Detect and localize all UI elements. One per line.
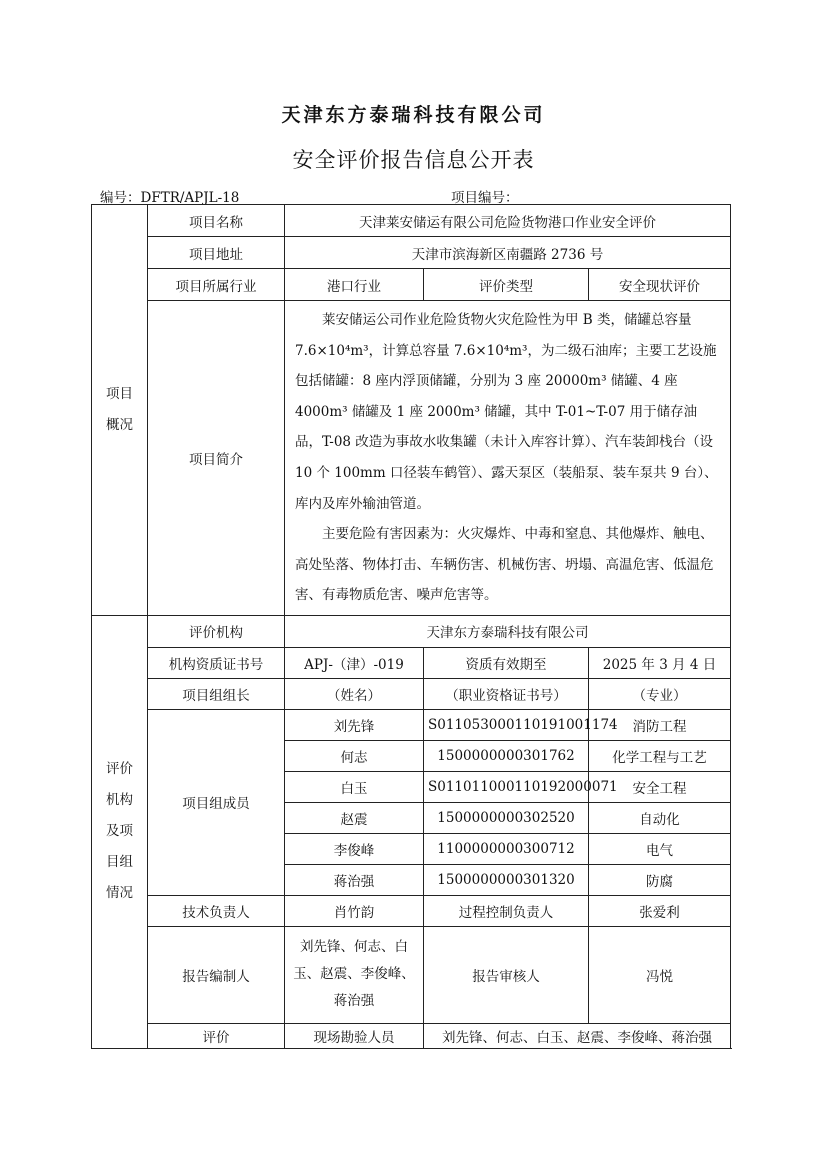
survey-staff-value: 刘先锋、何志、白玉、赵震、李俊峰、蒋治强 — [424, 1023, 731, 1048]
leader-major-header: （专业） — [589, 678, 731, 709]
info-table — [91, 204, 731, 1049]
member-name: 何志 — [285, 740, 424, 771]
member-major: 防腐 — [589, 864, 731, 895]
project-name-label: 项目名称 — [148, 205, 285, 237]
project-intro — [285, 301, 731, 616]
report-reviewer-value: 冯悦 — [589, 926, 731, 1023]
member-cert: 1100000000300712 — [424, 833, 589, 864]
member-major: 消防工程 — [589, 709, 731, 740]
leader-label: 项目组组长 — [148, 678, 285, 709]
company-name: 天津东方泰瑞科技有限公司 — [281, 104, 546, 126]
survey-staff-label: 现场勘验人员 — [285, 1023, 424, 1048]
intro-paragraph-1: 莱安储运公司作业危险货物火灾危险性为甲 B 类，储罐总容量 7.6×10⁴m³，计算总容量 7.6×10⁴m³，为二级石油库；主要工艺设施包括储罐：8 座内浮顶储罐，分别为 3 座 20000m³ 储罐、4 座 4000m³ 储罐及 1 座 2000m³ 储罐，其中 T-01~T-07 用于储存油品，T-08 改造为事故水收集罐（未计入库容计算）、汽车装卸栈台（设 10 个 100mm 口径装车鹤管）、露天泵区（装船泵、装车泵共 9 台）、库内及库外输油管道。 — [295, 312, 718, 512]
report-reviewer-label: 报告审核人 — [424, 926, 589, 1023]
page-title: 安全评价报告信息公开表 — [292, 148, 535, 172]
report-writer-value: 刘先锋、何志、白 玉、赵震、李俊峰、 蒋治强 — [285, 926, 424, 1023]
member-name: 蒋治强 — [285, 864, 424, 895]
members-label: 项目组成员 — [148, 709, 285, 895]
member-name: 白玉 — [285, 771, 424, 802]
member-major: 自动化 — [589, 802, 731, 833]
table-row — [92, 709, 731, 740]
cert-label: 机构资质证书号 — [148, 647, 285, 678]
project-address-label: 项目地址 — [148, 237, 285, 269]
tech-lead-value: 肖竹韵 — [285, 895, 424, 926]
eval-type-value: 安全现状评价 — [589, 269, 731, 301]
report-writer-label: 报告编制人 — [148, 926, 285, 1023]
cert-value: APJ-（津）-019 — [285, 647, 424, 678]
member-name: 李俊峰 — [285, 833, 424, 864]
member-cert: 1500000000301320 — [424, 864, 589, 895]
project-name-value: 天津莱安储运有限公司危险货物港口作业安全评价 — [285, 205, 731, 237]
valid-label: 资质有效期至 — [424, 647, 589, 678]
agency-label: 评价机构 — [148, 615, 285, 647]
tech-lead-label: 技术负责人 — [148, 895, 285, 926]
section-agency-team: 评价 机构 及项 目组 情况 — [92, 615, 148, 1048]
document-code: 编号：DFTR/APJL-18 — [100, 190, 240, 206]
agency-value: 天津东方泰瑞科技有限公司 — [285, 615, 731, 647]
intro-paragraph-2: 主要危险有害因素为：火灾爆炸、中毒和窒息、其他爆炸、触电、高处坠落、物体打击、车辆伤害、机械伤害、坍塌、高温危害、低温危害、有毒物质危害、噪声危害等。 — [295, 526, 714, 604]
leader-name-header: （姓名） — [285, 678, 424, 709]
process-lead-value: 张爱利 — [589, 895, 731, 926]
project-address-value: 天津市滨海新区南疆路 2736 号 — [285, 237, 731, 269]
process-lead-label: 过程控制负责人 — [424, 895, 589, 926]
project-number-label: 项目编号： — [451, 190, 519, 206]
member-major: 安全工程 — [589, 771, 731, 802]
member-cert: S011053000110191001174 — [424, 709, 589, 740]
member-cert: 1500000000302520 — [424, 802, 589, 833]
industry-value: 港口行业 — [285, 269, 424, 301]
section-project-overview: 项目 概况 — [92, 205, 148, 616]
industry-label: 项目所属行业 — [148, 269, 285, 301]
project-intro-label: 项目简介 — [148, 301, 285, 616]
member-major: 化学工程与工艺 — [589, 740, 731, 771]
member-name: 刘先锋 — [285, 709, 424, 740]
valid-value: 2025 年 3 月 4 日 — [589, 647, 731, 678]
section-evaluation: 评价 — [148, 1023, 285, 1048]
leader-cert-header: （职业资格证书号） — [424, 678, 589, 709]
member-name: 赵震 — [285, 802, 424, 833]
member-major: 电气 — [589, 833, 731, 864]
member-cert: S011011000110192000071 — [424, 771, 589, 802]
eval-type-label: 评价类型 — [424, 269, 589, 301]
member-cert: 1500000000301762 — [424, 740, 589, 771]
